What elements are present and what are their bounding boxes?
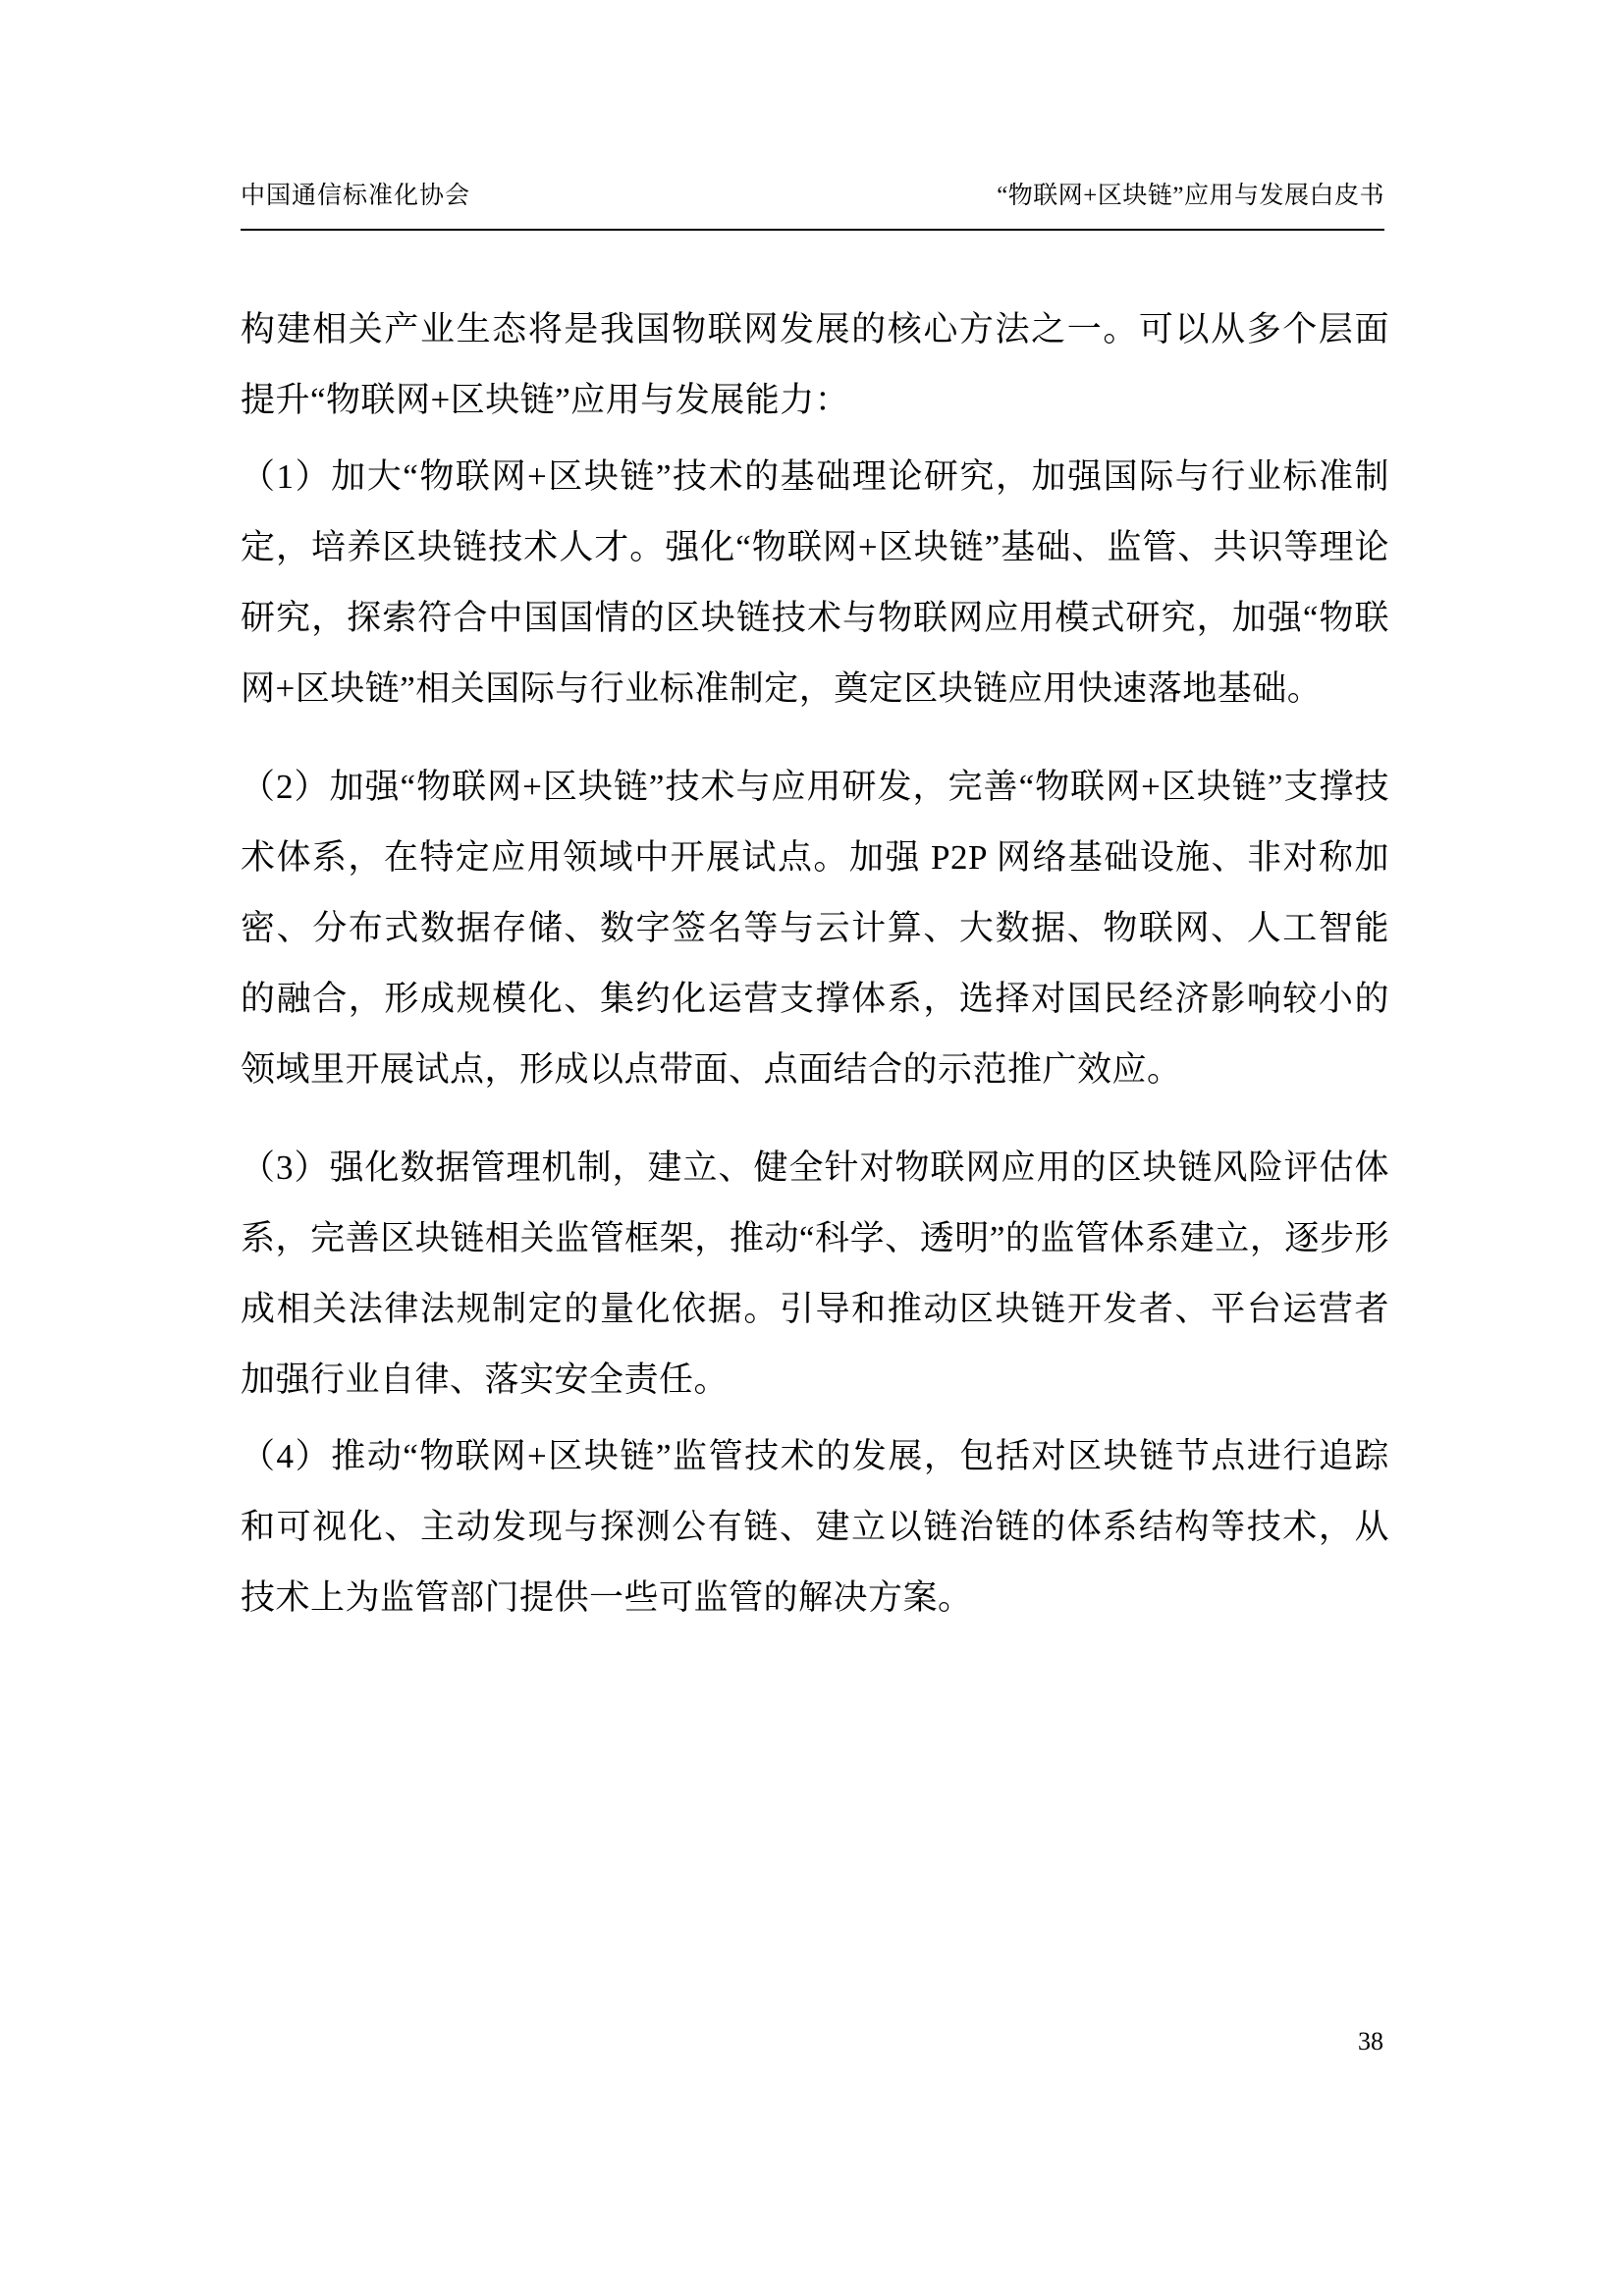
paragraph-item-4: （4）推动“物联网+区块链”监管技术的发展，包括对区块链节点进行追踪和可视化、主动发现与探测公有链、建立以链治链的体系结构等技术，从技术上为监管部门提供一些可监管的解决方案。: [241, 1437, 1389, 1617]
page-number: 38: [1358, 2027, 1383, 2056]
header-document-title: “物联网+区块链”应用与发展白皮书: [997, 183, 1384, 209]
paragraph-item-1: （1）加大“物联网+区块链”技术的基础理论研究，加强国际与行业标准制定，培养区块链技术人才。强化“物联网+区块链”基础、监管、共识等理论研究，探索符合中国国情的区块链技术与物联网应用模式研究，加强“物联网+区块链”相关国际与行业标准制定，奠定区块链应用快速落地基础。: [241, 457, 1389, 708]
page-header: [241, 182, 1384, 211]
header-organization: 中国通信标准化协会: [241, 183, 471, 209]
paragraph-spacer: [241, 1105, 1389, 1133]
paragraph-item-2: （2）加强“物联网+区块链”技术与应用研发，完善“物联网+区块链”支撑技术体系，在特定应用领域中开展试点。加强 P2P 网络基础设施、非对称加密、分布式数据存储、数字签名等与云计算、大数据、物联网、人工智能的融合，形成规模化、集约化运营支撑体系，选择对国民经济影响较小的领域里开展试点，形成以点带面、点面结合的示范推广效应。: [241, 768, 1389, 1089]
paragraph-spacer: [241, 724, 1389, 752]
paragraph-item-3: （3）强化数据管理机制，建立、健全针对物联网应用的区块链风险评估体系，完善区块链相关监管框架，推动“科学、透明”的监管体系建立，逐步形成相关法律法规制定的量化依据。引导和推动区块链开发者、平台运营者加强行业自律、落实安全责任。: [241, 1148, 1389, 1399]
header-divider: [241, 229, 1384, 231]
document-body: [241, 294, 1389, 1633]
paragraph-intro: 构建相关产业生态将是我国物联网发展的核心方法之一。可以从多个层面提升“物联网+区块链”应用与发展能力：: [241, 310, 1389, 419]
